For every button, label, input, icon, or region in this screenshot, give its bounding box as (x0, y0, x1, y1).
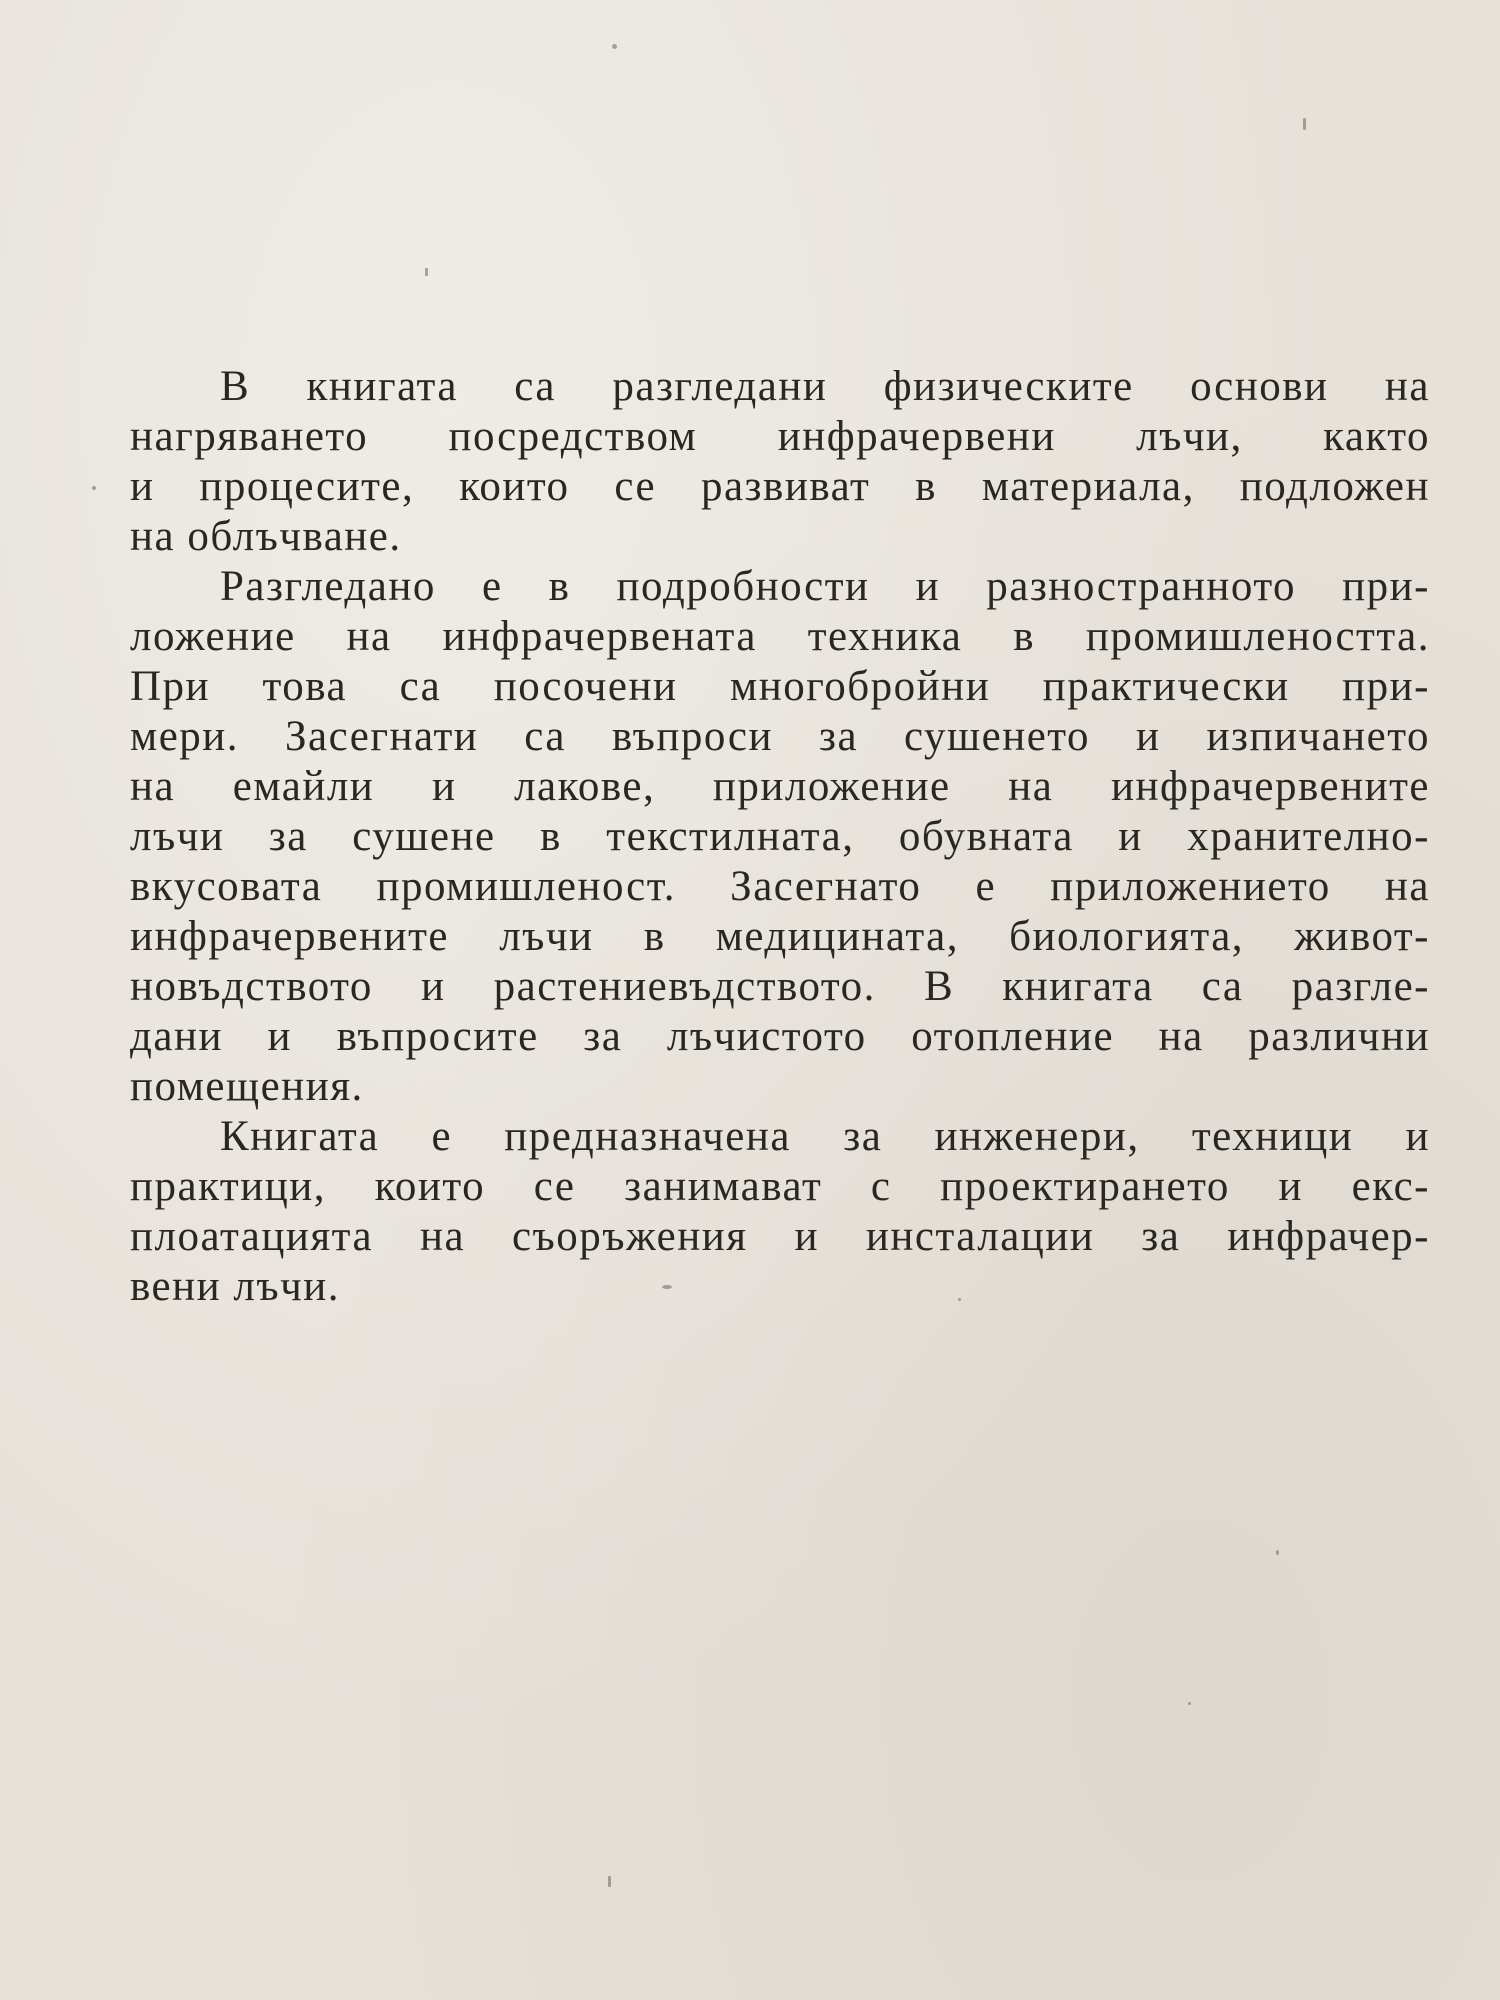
paper-speck (608, 1876, 611, 1887)
text-line: вени лъчи. (130, 1263, 340, 1310)
text-line: мери. Засегнати са въпроси за сушенето и изпичането (130, 713, 1430, 760)
text-line: на емайли и лакове, приложение на инфрачервените (130, 763, 1430, 810)
paper-speck (425, 268, 428, 276)
book-annotation (130, 362, 1430, 1312)
text-line: новъдството и растениевъдството. В книгата са разгле- (130, 963, 1430, 1010)
paper-speck (92, 486, 96, 490)
paper-speck (1276, 1550, 1279, 1555)
paragraph-3 (130, 1112, 1430, 1312)
text-line: При това са посочени многобройни практически при- (130, 663, 1430, 710)
text-line: и процесите, които се развиват в материала, подложен (130, 463, 1430, 510)
text-line: дани и въпросите за лъчистото отопление на различни (130, 1013, 1430, 1060)
text-line: вкусовата промишленост. Засегнато е приложението на (130, 863, 1430, 910)
text-line: инфрачервените лъчи в медицината, биологията, живот- (130, 913, 1430, 960)
text-line: нагряването посредством инфрачервени лъчи, както (130, 413, 1430, 460)
text-line: плоатацията на съоръжения и инсталации за инфрачер- (130, 1213, 1430, 1260)
text-line: В книгата са разгледани физическите основи на (220, 363, 1430, 410)
paragraph-2 (130, 562, 1430, 1112)
text-line: ложение на инфрачервената техника в промишлеността. (130, 613, 1430, 660)
text-line: помещения. (130, 1063, 364, 1110)
paper-speck (1303, 118, 1306, 130)
text-line: на облъчване. (130, 513, 402, 560)
text-line: Разгледано е в подробности и разностранното при- (220, 563, 1430, 610)
text-line: Книгата е предназначена за инженери, техници и (220, 1113, 1430, 1160)
paper-speck (1188, 1702, 1191, 1705)
text-line: лъчи за сушене в текстилната, обувната и хранително- (130, 813, 1430, 860)
paragraph-1 (130, 362, 1430, 562)
paper-speck (612, 44, 617, 49)
text-line: практици, които се занимават с проектирането и екс- (130, 1163, 1430, 1210)
